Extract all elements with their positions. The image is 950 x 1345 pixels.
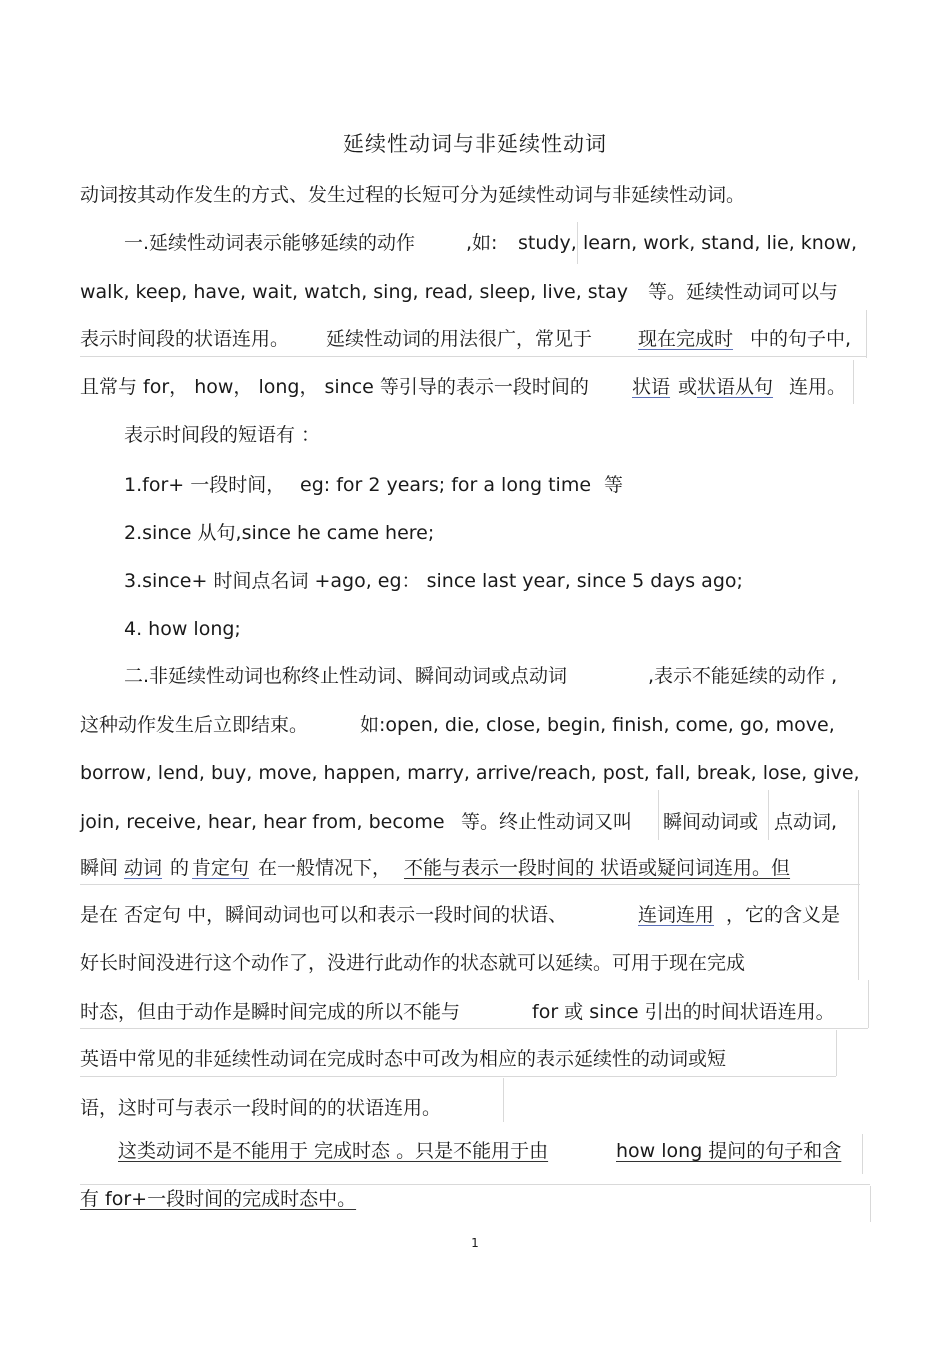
section2-line10: 语，这时可与表示一段时间的的状语连用。: [80, 1097, 442, 1119]
revision-mark: [503, 1078, 504, 1122]
page-title: 延续性动词与非延续性动词: [343, 132, 607, 156]
intro-paragraph: 动词按其动作发生的方式、发生过程的长短可分为延续性动词与非延续性动词。: [80, 184, 746, 206]
section1-line1d: learn, work, stand, lie, know,: [583, 232, 858, 254]
section2-line8a: 时态，但由于动作是瞬时间完成的所以不能与: [80, 1001, 461, 1023]
section1-line1a: 一.延续性动词表示能够延续的动作: [124, 232, 416, 254]
section1-line4a: 且常与 for， how， long， since 等引导的表示一段时间的: [80, 376, 589, 398]
revision-line: [80, 356, 866, 357]
phrase-item-2: 2.since 从句,since he came here;: [124, 522, 435, 544]
section1-line4c: 或: [678, 376, 698, 398]
page-number: 1: [471, 1236, 479, 1250]
revision-mark: [868, 980, 869, 1028]
section2-line5e: 在一般情况下，: [258, 857, 392, 879]
section2-line6a: 是在 否定句 中，瞬间动词也可以和表示一段时间的状语、: [80, 904, 568, 926]
phrase-item-1b: eg: for 2 years; for a long time: [300, 474, 592, 496]
revision-mark: [768, 790, 769, 840]
section2-line11a: 这类动词不是不能用于 完成时态 。只是不能用于由: [118, 1140, 549, 1162]
revision-line: [80, 1028, 868, 1029]
revision-mark: [866, 310, 867, 358]
section1-line1c: study,: [518, 232, 577, 254]
section1-line3a: 表示时间段的状语连用。: [80, 328, 290, 350]
phrase-item-1c: 等: [604, 474, 624, 496]
term-present-perfect: 现在完成时: [638, 328, 734, 350]
revision-mark: [853, 360, 854, 404]
section2-line4b: 等。终止性动词又叫: [461, 811, 633, 833]
term-adverbial: 状语: [632, 376, 671, 398]
phrases-heading: 表示时间段的短语有 ：: [124, 424, 321, 446]
term-adverbial-clause: 状语从句: [697, 376, 774, 398]
section2-line1b: ,表示不能延续的动作 ,: [648, 665, 838, 687]
section2-line8b: for 或 since 引出的时间状语连用。: [532, 1001, 835, 1023]
phrase-item-3: 3.since+ 时间点名词 +ago, eg： since last year, since 5 days ago;: [124, 570, 743, 592]
section2-line4a: join, receive, hear, hear from, become: [80, 811, 445, 833]
revision-line: [80, 884, 860, 885]
section2-line5a: 瞬间: [80, 857, 119, 879]
term-conjunction: 连词连用: [638, 904, 715, 926]
revision-mark: [658, 790, 659, 840]
revision-line: [80, 1184, 870, 1185]
section2-line5c: 的: [170, 857, 190, 879]
section2-line2b: 如:open, die, close, begin, finish, come, go, move,: [360, 714, 835, 736]
revision-mark: [836, 1030, 837, 1076]
revision-line: [80, 1076, 836, 1077]
section1-line2a: walk, keep, have, wait, watch, sing, read, sleep, live, stay: [80, 281, 629, 303]
section2-line4c: 瞬间动词或: [663, 811, 759, 833]
section2-line5f: 不能与表示一段时间的 状语或疑问词连用。但: [404, 857, 791, 879]
section2-line9: 英语中常见的非延续性动词在完成时态中可改为相应的表示延续性的动词或短: [80, 1048, 727, 1070]
section1-line3d: 中的句子中,: [750, 328, 852, 350]
section2-line1a: 二.非延续性动词也称终止性动词、瞬间动词或点动词: [124, 665, 568, 687]
phrase-item-1a: 1.for+ 一段时间，: [124, 474, 286, 496]
term-verb: 动词: [124, 857, 163, 879]
section1-line1b: ,如:: [466, 232, 498, 254]
section2-line4d: 点动词,: [774, 811, 838, 833]
revision-mark: [862, 1134, 863, 1174]
revision-mark: [858, 790, 859, 980]
section2-line7: 好长时间没进行这个动作了，没进行此动作的状态就可以延续。可用于现在完成: [80, 952, 746, 974]
section1-line4e: 连用。: [789, 376, 847, 398]
term-affirmative: 肯定句: [192, 857, 250, 879]
section1-line3b: 延续性动词的用法很广，常见于: [326, 328, 593, 350]
phrase-item-4: 4. how long;: [124, 618, 241, 640]
revision-mark: [577, 222, 578, 264]
revision-mark: [870, 1186, 871, 1222]
section2-line6c: ，它的含义是: [726, 904, 841, 926]
section2-line12: 有 for+一段时间的完成时态中。: [80, 1188, 357, 1210]
section1-line2b: 等。延续性动词可以与: [648, 281, 839, 303]
section2-line3: borrow, lend, buy, move, happen, marry, arrive/reach, post, fall, break, lose, give,: [80, 762, 860, 784]
section2-line2a: 这种动作发生后立即结束。: [80, 714, 309, 736]
section2-line11b: how long 提问的句子和含: [616, 1140, 842, 1162]
